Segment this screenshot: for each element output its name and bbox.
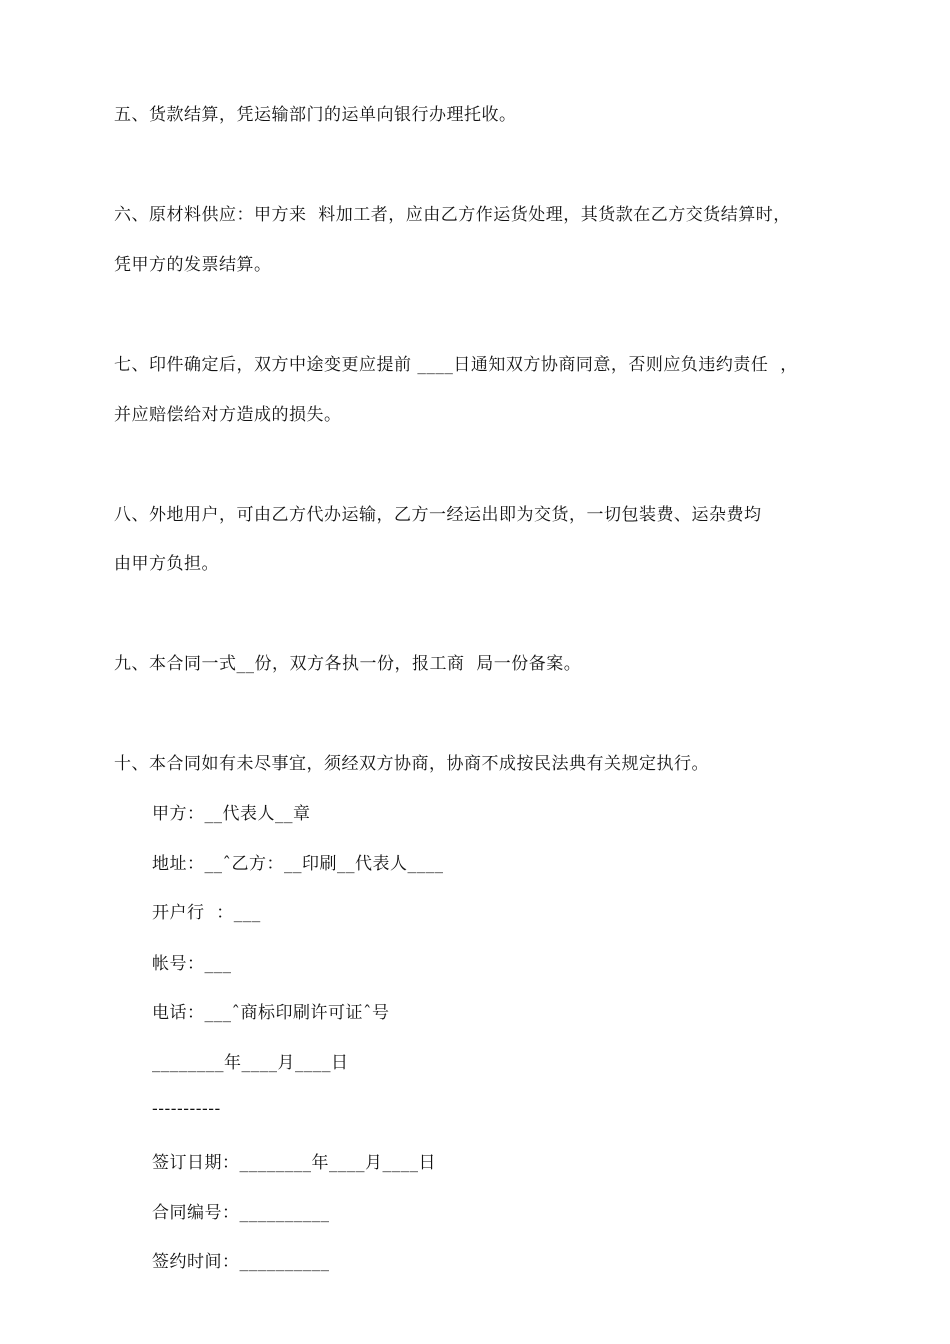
clause-8-line-1: 八、外地用户，可由乙方代办运输，乙方一经运出即为交货，一切包装费、运杂费均 xyxy=(114,505,762,525)
sign-time-line: 签约时间：__________ xyxy=(152,1252,330,1272)
clause-8-line-2: 由甲方负担。 xyxy=(114,554,219,574)
account-line: 帐号：___ xyxy=(152,954,232,974)
phone-line: 电话：___ˆ商标印刷许可证ˆ号 xyxy=(152,1003,390,1023)
contract-number-line: 合同编号：__________ xyxy=(152,1203,330,1223)
bank-line: 开户行 ：___ xyxy=(152,903,261,923)
clause-10: 十、本合同如有未尽事宜，须经双方协商，协商不成按民法典有关规定执行。 xyxy=(114,754,709,774)
clause-9: 九、本合同一式__份，双方各执一份，报工商 局一份备案。 xyxy=(114,654,582,674)
clause-7-line-1: 七、印件确定后，双方中途变更应提前 ____日通知双方协商同意，否则应负违约责任 ， xyxy=(114,355,798,375)
party-a-line: 甲方：__代表人__章 xyxy=(152,804,311,824)
sign-date-line: 签订日期：________年____月____日 xyxy=(152,1153,436,1173)
address-line: 地址：__ˆ乙方：__印刷__代表人____ xyxy=(152,854,444,874)
clause-6-line-2: 凭甲方的发票结算。 xyxy=(114,255,272,275)
clause-7-line-2: 并应赔偿给对方造成的损失。 xyxy=(114,405,342,425)
separator-line: ----------- xyxy=(152,1099,221,1119)
date-line: ________年____月____日 xyxy=(152,1053,349,1073)
clause-5: 五、货款结算，凭运输部门的运单向银行办理托收。 xyxy=(114,105,517,125)
clause-6-line-1: 六、原材料供应：甲方来 料加工者，应由乙方作运货处理，其货款在乙方交货结算时， xyxy=(114,205,791,225)
